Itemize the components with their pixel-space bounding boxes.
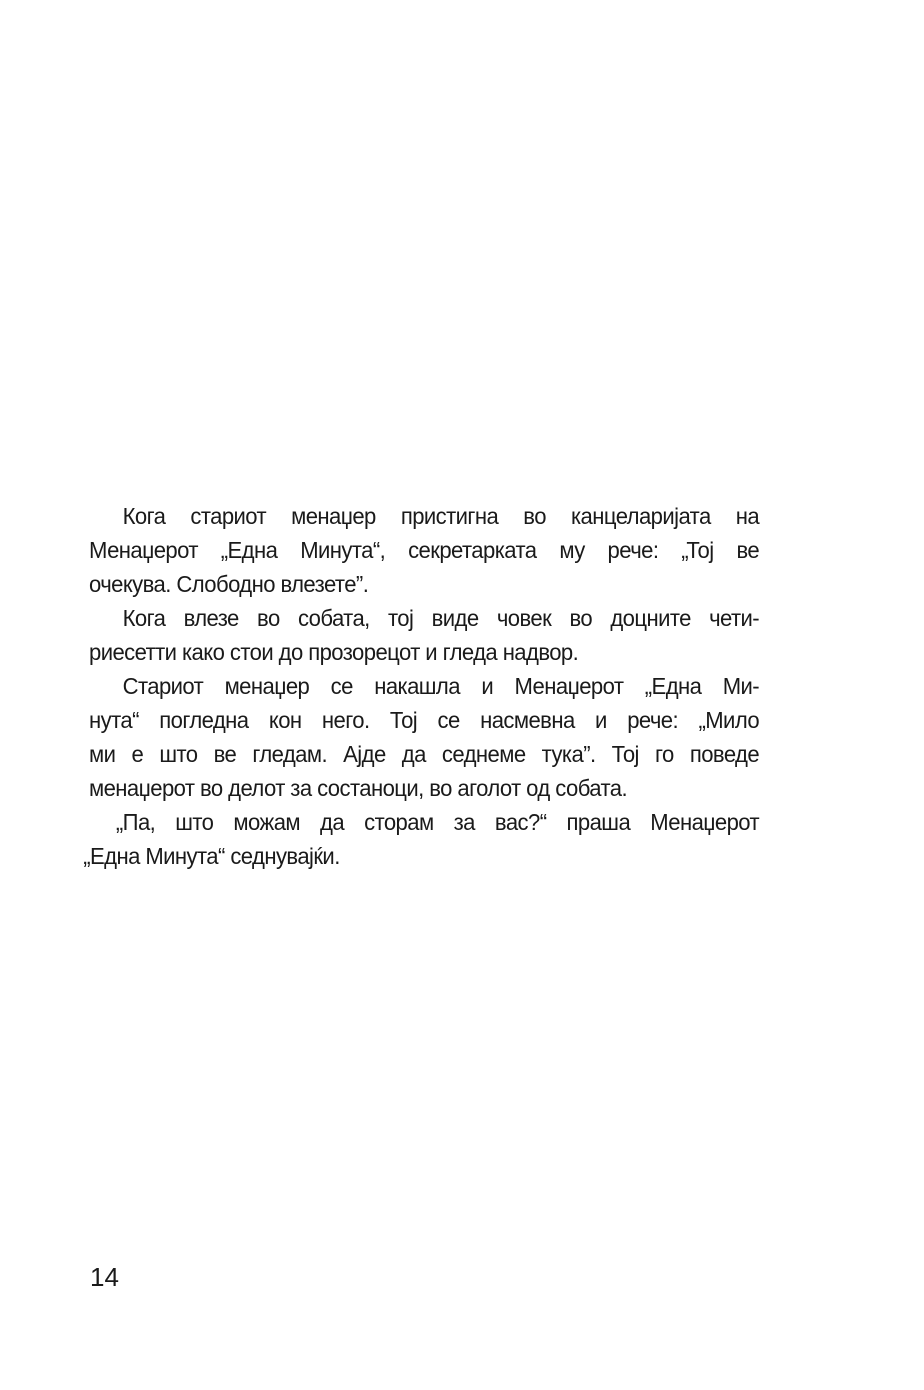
text-line: очекува. Слободно влезете”. [89,571,369,597]
paragraph-3 [89,669,759,805]
text-line: нута“ погледна кон него. Тој се насмевна и рече: „Мило [89,707,760,733]
paragraph-4 [83,805,760,873]
paragraph-2 [89,601,759,669]
text-line: менаџерот во делот за состаноци, во аголот од собата. [89,775,628,801]
text-line: „Една Минута“ седнувајќи. [83,843,340,869]
text-line: риесетти како стои до прозорецот и гледа надвор. [89,639,579,665]
text-line: Кога стариот менаџер пристигна во канцеларијата на [122,503,760,529]
text-line: Стариот менаџер се накашла и Менаџерот „Една Ми- [122,673,760,699]
paragraph-1 [89,499,759,601]
body-text [83,499,760,873]
text-line: ми е што ве гледам. Ајде да седнеме тука”. Тој го поведе [89,741,760,767]
text-line: Кога влезе во собата, тој виде човек во доцните чети- [122,605,760,631]
page-number: 14 [90,1262,119,1292]
text-line: „Па, што можам да сторам за вас?“ праша Менаџерот [115,809,760,835]
text-line: Менаџерот „Една Минута“, секретарката му рече: „Тој ве [89,537,760,563]
